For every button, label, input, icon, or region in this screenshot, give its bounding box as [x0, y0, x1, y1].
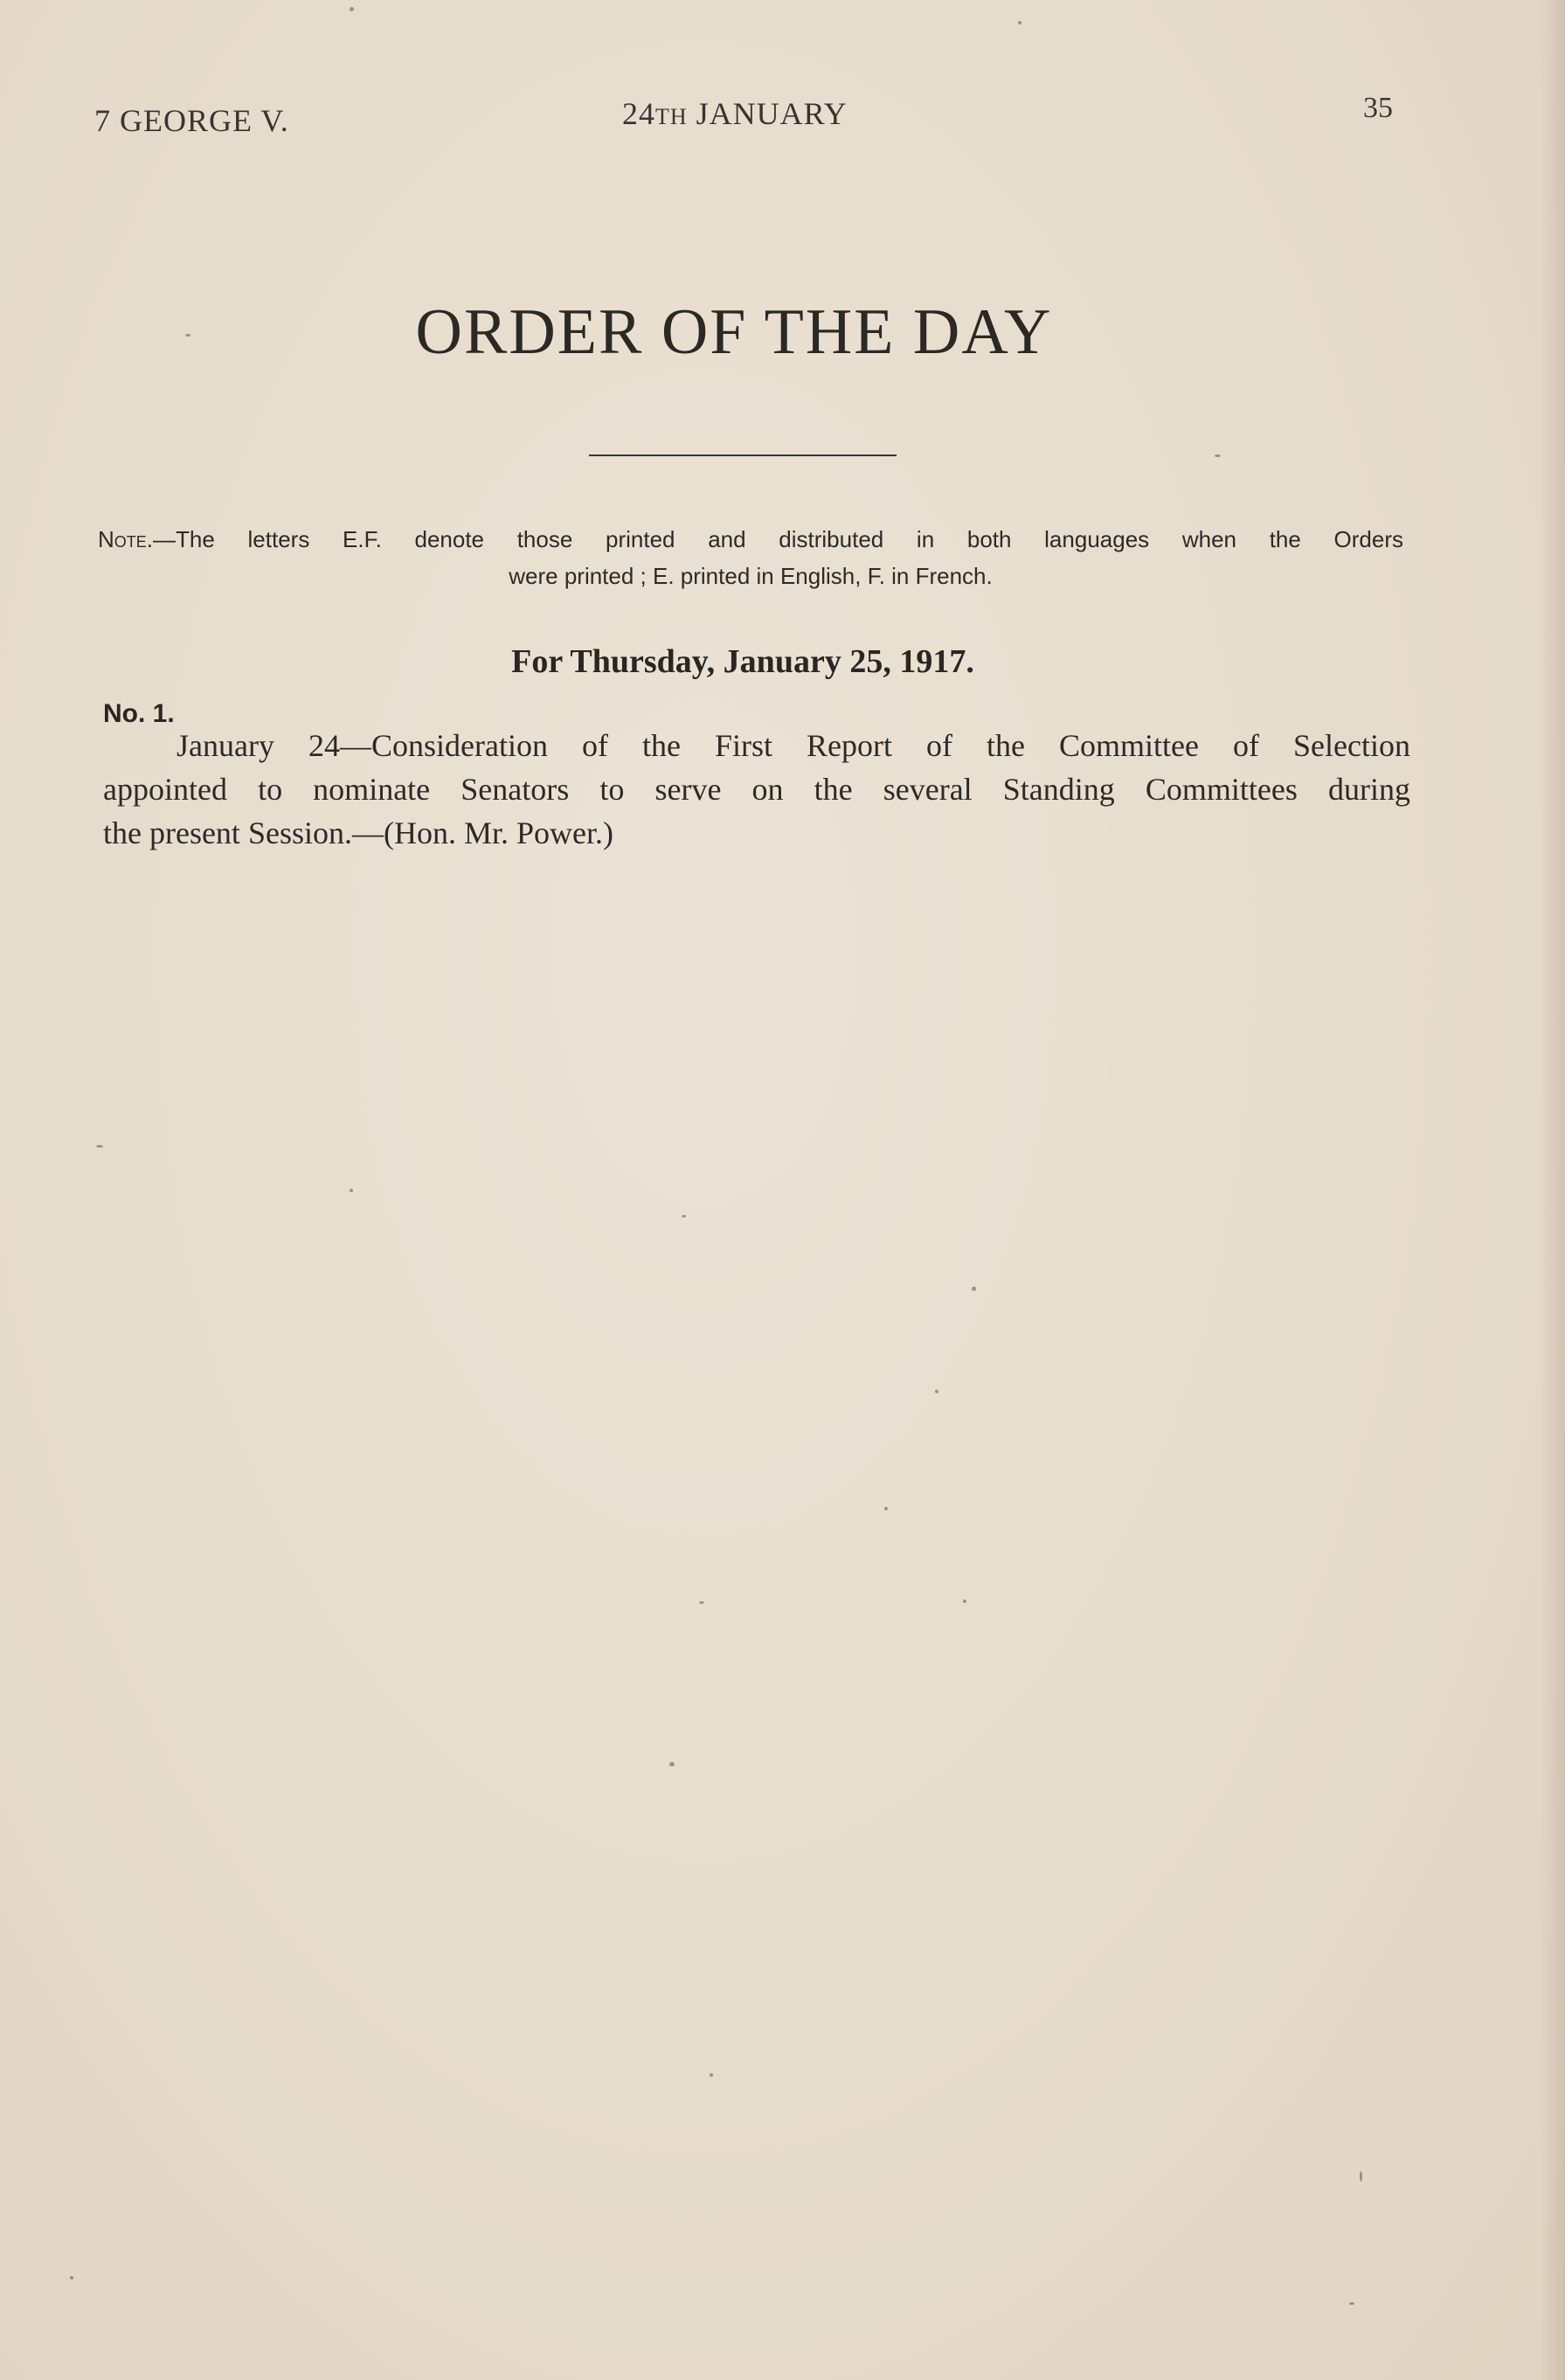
paper-speck — [669, 1762, 675, 1766]
header-date — [622, 95, 848, 132]
paper-speck — [972, 1287, 976, 1291]
header-reign: 7 GEORGE V. — [94, 103, 289, 138]
running-header — [0, 92, 1565, 144]
paper-speck — [1018, 21, 1021, 24]
paper-speck — [350, 1189, 353, 1192]
paper-speck — [935, 1390, 938, 1393]
note-line-2: were printed ; E. printed in English, F. in French. — [509, 563, 993, 589]
item-line-3: the present Session.—(Hon. Mr. Power.) — [103, 815, 613, 850]
title-divider — [589, 454, 897, 456]
item-line-1: January 24—Consideration of the First Report of the Committee of Selection — [177, 728, 1410, 763]
paper-speck — [96, 1145, 103, 1148]
paper-speck — [185, 334, 190, 337]
paper-speck — [699, 1601, 704, 1604]
item-body — [103, 724, 1410, 855]
paper-speck — [1215, 454, 1221, 457]
paper-speck — [350, 7, 354, 11]
header-month: JANUARY — [696, 96, 848, 131]
page-number: 35 — [1363, 92, 1393, 124]
paper-speck — [682, 1215, 686, 1218]
date-heading: For Thursday, January 25, 1917. — [511, 643, 974, 680]
paper-speck — [1349, 2302, 1354, 2305]
paper-speck — [1360, 2171, 1362, 2182]
note-text-1: —The letters E.F. denote those printed and distributed in both languages when the Orders — [153, 526, 1403, 552]
page-title: ORDER OF THE DAY — [415, 296, 1053, 368]
item-line-2: appointed to nominate Senators to serve on the several Standing Committees during — [103, 772, 1410, 807]
header-day: 24 — [622, 96, 655, 131]
header-day-suffix: TH — [655, 104, 688, 129]
item-number: No. 1. — [103, 699, 175, 728]
paper-speck — [70, 2276, 73, 2279]
paper-speck — [963, 1599, 966, 1603]
paper-speck — [710, 2073, 713, 2077]
note-line-1 — [98, 521, 1403, 558]
note-label: Note. — [98, 526, 154, 552]
paper-speck — [884, 1507, 888, 1510]
note-paragraph — [98, 521, 1403, 594]
